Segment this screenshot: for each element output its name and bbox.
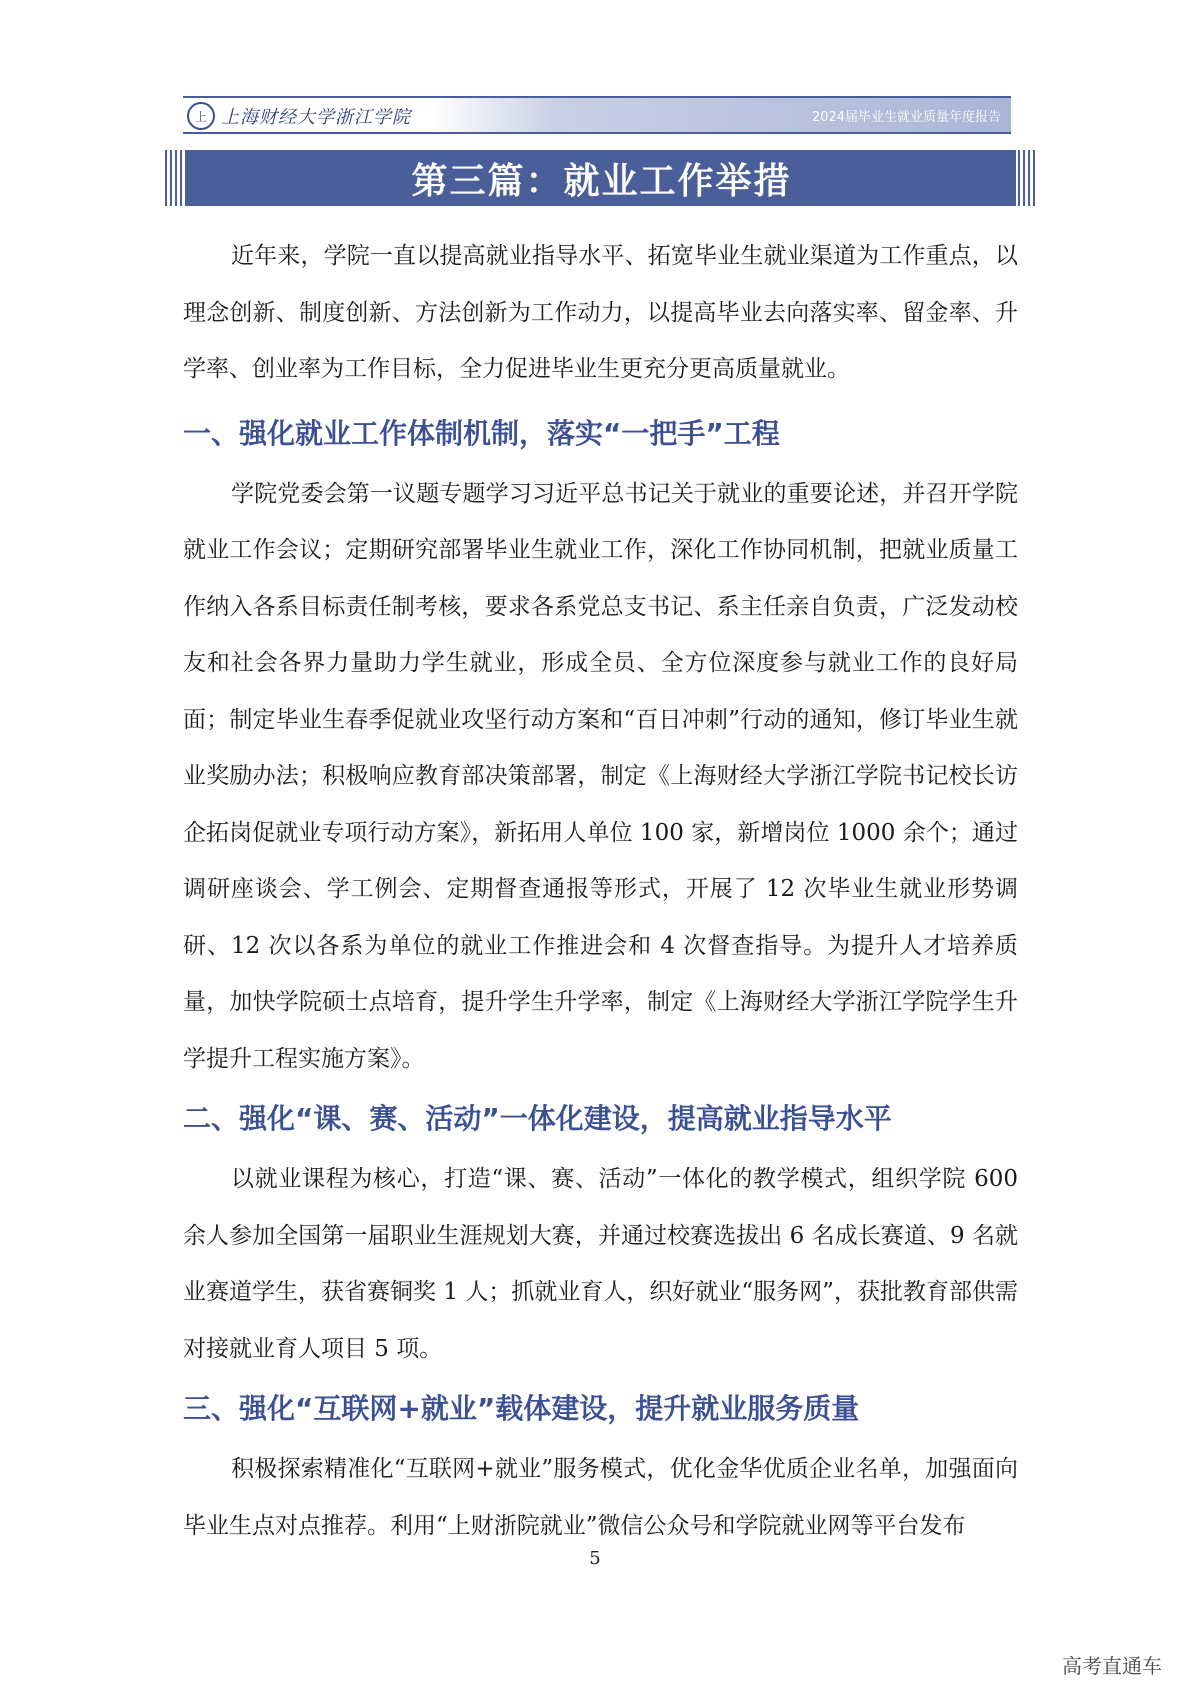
college-logo: [187, 101, 411, 131]
watermark: 高考直通车: [1062, 1654, 1162, 1678]
page-number: 5: [589, 1548, 601, 1569]
section-heading-2: 二、强化“课、赛、活动”一体化建设，提高就业指导水平: [183, 1102, 892, 1135]
section-body-2: 以就业课程为核心，打造“课、赛、活动”一体化的教学模式，组织学院 600 余人参加全国第一届职业生涯规划大赛，并通过校赛选拔出 6 名成长赛道、9 名就业赛道学生，获省赛铜奖 1 人；抓就业育人，织好就业“服务网”，获批教育部供需对接就业育人项目 5 项。: [183, 1166, 1018, 1362]
college-seal-icon: 上: [187, 102, 215, 130]
section-body-3: 积极探索精准化“互联网+就业”服务模式，优化金华优质企业名单，加强面向毕业生点对点推荐。利用“上财浙院就业”微信公众号和学院就业网等平台发布: [183, 1456, 1018, 1539]
main-content: [183, 228, 1018, 1554]
section-body-1: 学院党委会第一议题专题学习习近平总书记关于就业的重要论述，并召开学院就业工作会议；定期研究部署毕业生就业工作，深化工作协同机制，把就业质量工作纳入各系目标责任制考核，要求各系党总支书记、系主任亲自负责，广泛发动校友和社会各界力量助力学生就业，形成全员、全方位深度参与就业工作的良好局面；制定毕业生春季促就业攻坚行动方案和“百日冲刺”行动的通知，修订毕业生就业奖励办法；积极响应教育部决策部署，制定《上海财经大学浙江学院书记校长访企拓岗促就业专项行动方案》，新拓用人单位 100 家，新增岗位 1000 余个；通过调研座谈会、学工例会、定期督查通报等形式，开展了 12 次毕业生就业形势调研、12 次以各系为单位的就业工作推进会和 4 次督查指导。为提升人才培养质量，加快学院硕士点培育，提升学生升学率，制定《上海财经大学浙江学院学生升学提升工程实施方案》。: [183, 480, 1018, 1072]
report-title: 2024届毕业生就业质量年度报告: [811, 110, 1001, 125]
chapter-title: 第三篇：就业工作举措: [411, 160, 792, 202]
banner-bar: [187, 150, 1016, 206]
chapter-banner: [165, 150, 1038, 206]
section-heading-3: 三、强化“互联网+就业”载体建设，提升就业服务质量: [183, 1392, 860, 1425]
college-name-logo: 上海财经大学浙江学院: [221, 107, 411, 128]
section-heading-1: 一、强化就业工作体制机制，落实“一把手”工程: [183, 416, 780, 450]
page-header: [183, 96, 1011, 134]
intro-paragraph: 近年来，学院一直以提高就业指导水平、拓宽毕业生就业渠道为工作重点，以理念创新、制度创新、方法创新为工作动力，以提高毕业去向落实率、留金率、升学率、创业率为工作目标，全力促进毕业生更充分更高质量就业。: [183, 243, 1018, 382]
